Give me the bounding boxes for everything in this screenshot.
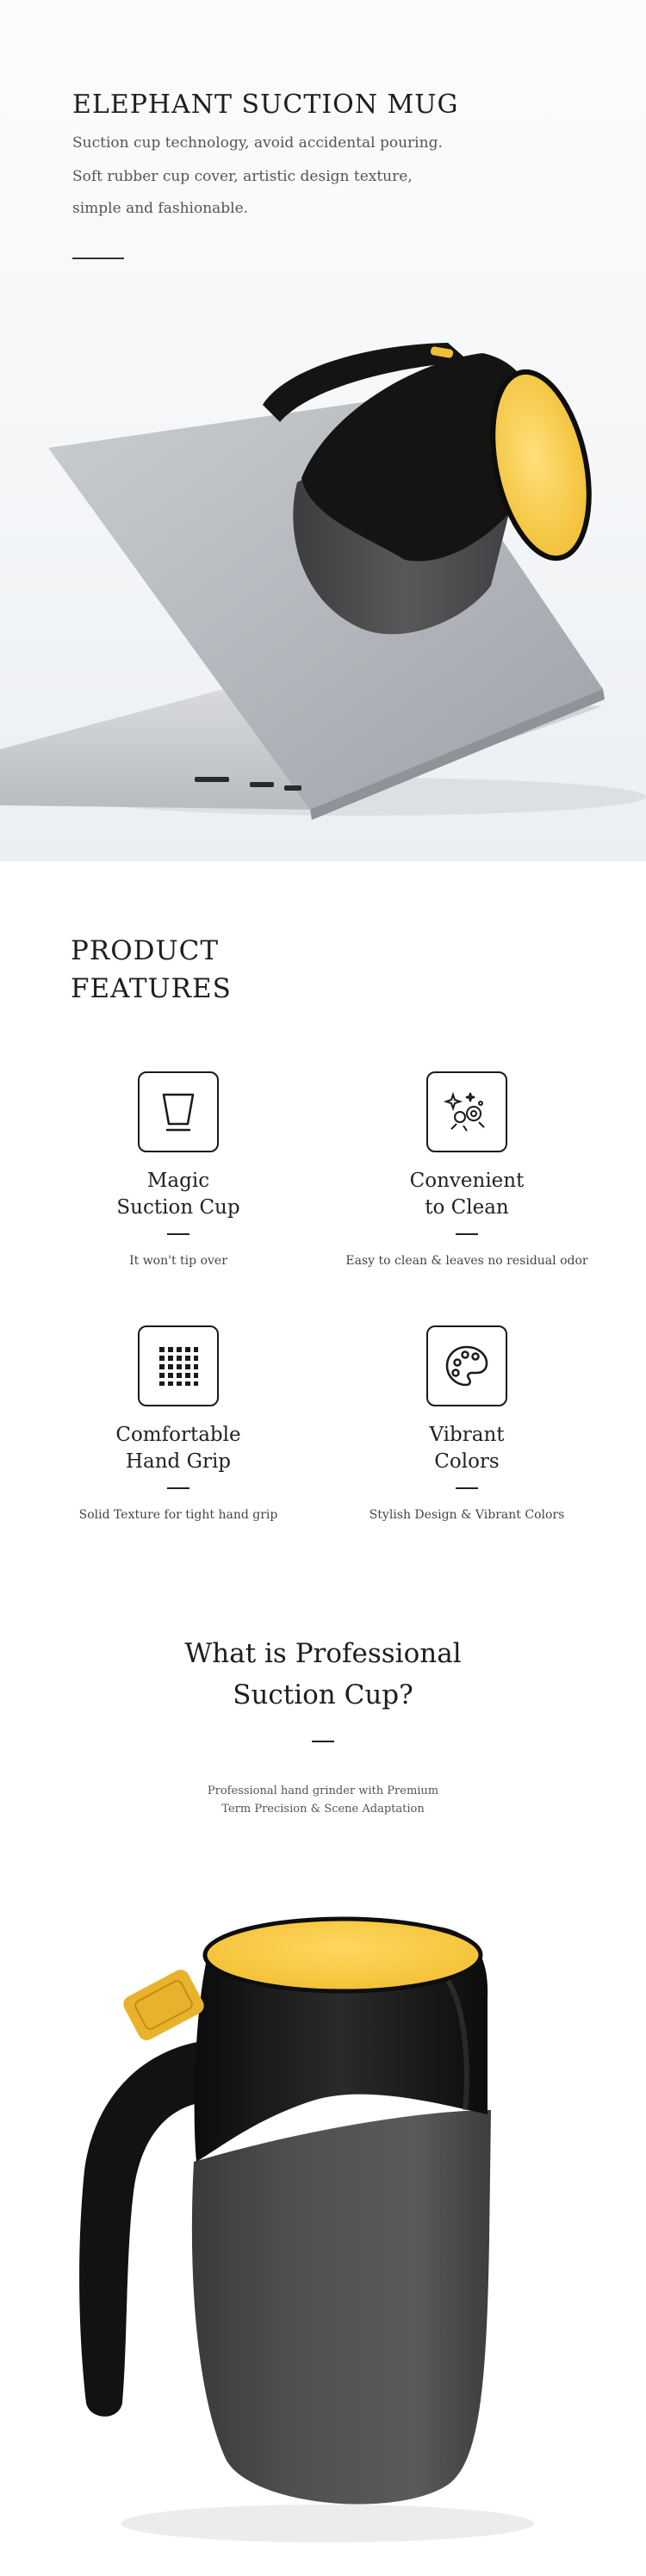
sparkle-clean-icon xyxy=(426,1071,507,1152)
feature-divider xyxy=(167,1487,189,1489)
hero-description-line-3: simple and fashionable. xyxy=(72,200,249,217)
mug-product-image xyxy=(0,1860,646,2575)
laptop-port xyxy=(250,782,274,787)
hero-description-line-2: Soft rubber cup cover, artistic design texture, xyxy=(72,168,413,185)
feature-title-line-2: Suction Cup xyxy=(116,1196,240,1219)
feature-description: Solid Texture for tight hand grip xyxy=(78,1508,278,1522)
feature-title-line-2: Hand Grip xyxy=(125,1450,232,1473)
professional-description xyxy=(0,1782,646,1818)
feature-title xyxy=(36,1168,320,1221)
hero-title: ELEPHANT SUCTION MUG xyxy=(72,90,459,120)
feature-title-line-2: to Clean xyxy=(425,1196,509,1219)
feature-comfortable-hand-grip xyxy=(36,1325,320,1522)
features-title-line-2: FEATURES xyxy=(71,973,232,1004)
feature-vibrant-colors xyxy=(325,1325,609,1522)
feature-title-line-1: Convenient xyxy=(409,1170,525,1192)
hero-description-line-1: Suction cup technology, avoid accidental pouring. xyxy=(72,134,443,152)
hero-product-image xyxy=(0,258,646,861)
feature-description: Easy to clean & leaves no residual odor xyxy=(345,1254,588,1268)
cup-icon xyxy=(138,1071,219,1152)
palette-icon xyxy=(426,1325,507,1406)
feature-description: It won't tip over xyxy=(129,1254,227,1268)
feature-divider xyxy=(167,1233,189,1235)
professional-title-line-1: What is Professional xyxy=(184,1638,462,1669)
feature-title-line-2: Colors xyxy=(434,1450,500,1473)
laptop-port xyxy=(195,777,229,782)
feature-convenient-to-clean xyxy=(325,1071,609,1268)
feature-title xyxy=(325,1422,609,1475)
feature-divider xyxy=(456,1233,478,1235)
mug-body xyxy=(192,2110,491,2505)
features-title-line-1: PRODUCT xyxy=(71,935,219,966)
professional-title-line-2: Suction Cup? xyxy=(233,1679,413,1710)
feature-title-line-1: Comfortable xyxy=(115,1424,241,1446)
mug-yellow-tab xyxy=(121,1967,207,2044)
hero-section xyxy=(0,0,646,861)
feature-title xyxy=(325,1168,609,1221)
feature-title-line-1: Magic xyxy=(146,1170,210,1192)
feature-title-line-1: Vibrant xyxy=(429,1424,505,1446)
feature-title xyxy=(36,1422,320,1475)
dot-grid-icon xyxy=(138,1325,219,1406)
mug-shadow xyxy=(121,2505,534,2542)
professional-description-line-2: Term Precision & Scene Adaptation xyxy=(221,1803,425,1816)
professional-divider xyxy=(312,1741,334,1742)
laptop-port xyxy=(284,785,301,791)
feature-description: Stylish Design & Vibrant Colors xyxy=(369,1508,565,1522)
professional-description-line-1: Professional hand grinder with Premium xyxy=(207,1785,439,1797)
features-section-title xyxy=(71,932,232,1008)
professional-section-title xyxy=(0,1633,646,1716)
feature-magic-suction-cup xyxy=(36,1071,320,1268)
feature-divider xyxy=(456,1487,478,1489)
